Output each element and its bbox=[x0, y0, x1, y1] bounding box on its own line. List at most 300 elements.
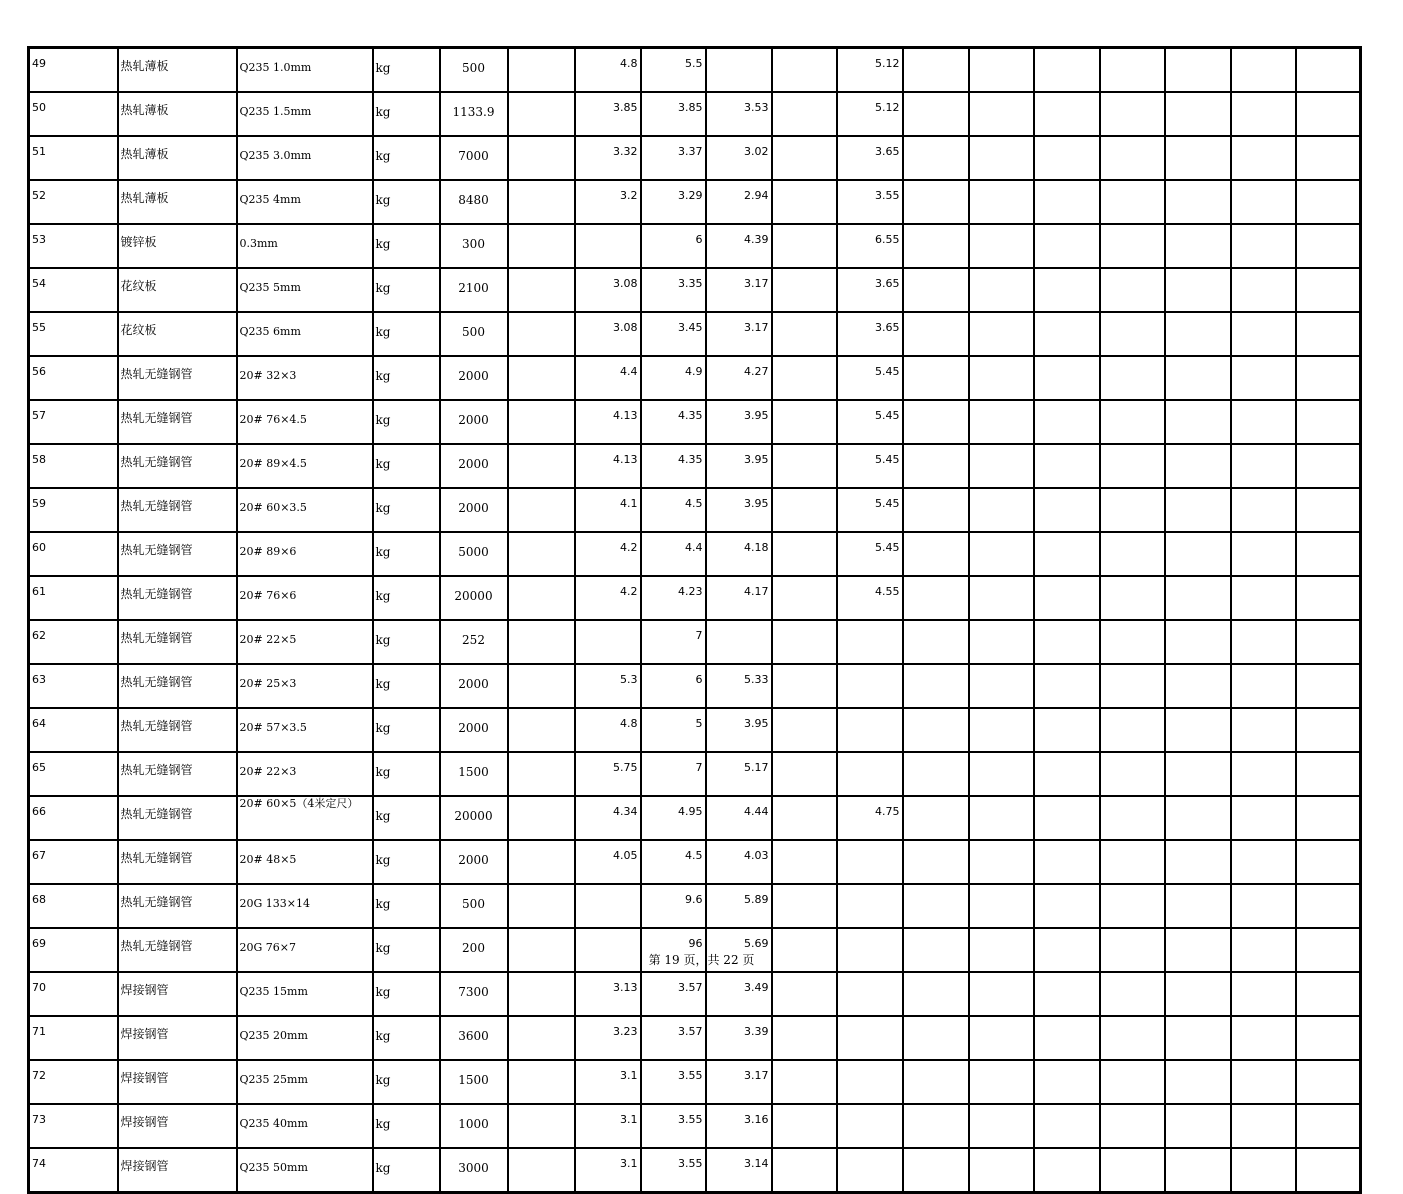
cell-spec: 20# 76×4.5 bbox=[237, 400, 373, 444]
cell-price-2: 4.8 bbox=[575, 48, 641, 93]
cell-price-6: 5.12 bbox=[837, 92, 903, 136]
cell-empty bbox=[1296, 180, 1361, 224]
cell-spec: 20# 48×5 bbox=[237, 840, 373, 884]
cell-material-name: 热轧无缝钢管 bbox=[118, 620, 237, 664]
cell-empty bbox=[969, 48, 1034, 93]
table-row bbox=[29, 488, 1361, 532]
cell-empty bbox=[1034, 664, 1100, 708]
cell-price-1 bbox=[508, 92, 575, 136]
cell-empty bbox=[969, 356, 1034, 400]
cell-price-5 bbox=[772, 312, 837, 356]
cell-item-no: 67 bbox=[29, 840, 118, 884]
table-row bbox=[29, 664, 1361, 708]
cell-empty bbox=[1165, 884, 1231, 928]
cell-price-4: 3.39 bbox=[706, 1016, 772, 1060]
cell-empty bbox=[1296, 1016, 1361, 1060]
cell-item-no: 70 bbox=[29, 972, 118, 1016]
cell-material-name: 热轧无缝钢管 bbox=[118, 664, 237, 708]
cell-empty bbox=[969, 532, 1034, 576]
cell-price-6: 3.65 bbox=[837, 312, 903, 356]
cell-quantity: 2000 bbox=[440, 664, 508, 708]
cell-spec: 20# 32×3 bbox=[237, 356, 373, 400]
cell-empty bbox=[1231, 884, 1296, 928]
cell-quantity: 2000 bbox=[440, 840, 508, 884]
cell-empty bbox=[1034, 1104, 1100, 1148]
table-row bbox=[29, 796, 1361, 840]
cell-empty bbox=[1034, 708, 1100, 752]
cell-empty bbox=[969, 752, 1034, 796]
cell-empty bbox=[1100, 620, 1165, 664]
cell-empty bbox=[903, 576, 969, 620]
cell-empty bbox=[1231, 444, 1296, 488]
cell-empty bbox=[1100, 180, 1165, 224]
cell-empty bbox=[969, 136, 1034, 180]
cell-quantity: 2000 bbox=[440, 356, 508, 400]
cell-quantity: 252 bbox=[440, 620, 508, 664]
cell-price-3: 5 bbox=[641, 708, 706, 752]
cell-price-2: 4.8 bbox=[575, 708, 641, 752]
cell-empty bbox=[969, 840, 1034, 884]
cell-price-5 bbox=[772, 576, 837, 620]
cell-empty bbox=[1165, 356, 1231, 400]
cell-spec: 20G 76×7 bbox=[237, 928, 373, 972]
cell-price-3: 3.55 bbox=[641, 1104, 706, 1148]
cell-price-3: 6 bbox=[641, 664, 706, 708]
cell-empty bbox=[1296, 752, 1361, 796]
cell-empty bbox=[1100, 708, 1165, 752]
cell-empty bbox=[1296, 444, 1361, 488]
cell-empty bbox=[1296, 400, 1361, 444]
cell-price-1 bbox=[508, 1016, 575, 1060]
table-row bbox=[29, 1104, 1361, 1148]
cell-price-1 bbox=[508, 884, 575, 928]
cell-price-4: 4.18 bbox=[706, 532, 772, 576]
cell-price-3: 9.6 bbox=[641, 884, 706, 928]
cell-quantity: 500 bbox=[440, 312, 508, 356]
cell-empty bbox=[1034, 92, 1100, 136]
cell-price-5 bbox=[772, 796, 837, 840]
cell-item-no: 66 bbox=[29, 796, 118, 840]
cell-quantity: 3600 bbox=[440, 1016, 508, 1060]
cell-empty bbox=[1165, 532, 1231, 576]
cell-empty bbox=[1231, 840, 1296, 884]
cell-item-no: 50 bbox=[29, 92, 118, 136]
cell-price-5 bbox=[772, 1016, 837, 1060]
cell-empty bbox=[1034, 1148, 1100, 1193]
cell-price-1 bbox=[508, 224, 575, 268]
cell-empty bbox=[1296, 312, 1361, 356]
cell-empty bbox=[903, 664, 969, 708]
cell-material-name: 热轧无缝钢管 bbox=[118, 928, 237, 972]
cell-price-4: 3.95 bbox=[706, 488, 772, 532]
cell-item-no: 63 bbox=[29, 664, 118, 708]
cell-spec: 20# 22×3 bbox=[237, 752, 373, 796]
cell-unit: kg bbox=[373, 752, 440, 796]
cell-quantity: 8480 bbox=[440, 180, 508, 224]
cell-empty bbox=[903, 708, 969, 752]
cell-empty bbox=[969, 444, 1034, 488]
page-footer: 第 19 页，共 22 页 bbox=[648, 953, 755, 967]
cell-price-2: 3.1 bbox=[575, 1060, 641, 1104]
cell-price-3: 4.35 bbox=[641, 400, 706, 444]
cell-material-name: 热轧无缝钢管 bbox=[118, 444, 237, 488]
cell-price-6: 3.55 bbox=[837, 180, 903, 224]
cell-unit: kg bbox=[373, 972, 440, 1016]
cell-price-4: 4.27 bbox=[706, 356, 772, 400]
cell-empty bbox=[969, 620, 1034, 664]
cell-empty bbox=[1165, 752, 1231, 796]
cell-price-2: 4.4 bbox=[575, 356, 641, 400]
cell-spec: 20# 60×5（4米定尺） bbox=[237, 796, 373, 840]
cell-price-6: 5.12 bbox=[837, 48, 903, 93]
cell-quantity: 2000 bbox=[440, 444, 508, 488]
cell-material-name: 焊接钢管 bbox=[118, 1104, 237, 1148]
cell-price-1 bbox=[508, 1060, 575, 1104]
cell-spec: Q235 15mm bbox=[237, 972, 373, 1016]
cell-empty bbox=[1100, 488, 1165, 532]
cell-price-6 bbox=[837, 664, 903, 708]
cell-item-no: 54 bbox=[29, 268, 118, 312]
cell-spec: Q235 5mm bbox=[237, 268, 373, 312]
cell-price-5 bbox=[772, 884, 837, 928]
cell-item-no: 49 bbox=[29, 48, 118, 93]
cell-quantity: 5000 bbox=[440, 532, 508, 576]
cell-empty bbox=[1034, 400, 1100, 444]
cell-price-3: 3.55 bbox=[641, 1060, 706, 1104]
cell-empty bbox=[969, 1148, 1034, 1193]
cell-item-no: 73 bbox=[29, 1104, 118, 1148]
cell-price-1 bbox=[508, 356, 575, 400]
cell-price-2: 4.13 bbox=[575, 444, 641, 488]
cell-empty bbox=[969, 708, 1034, 752]
cell-price-6: 5.45 bbox=[837, 400, 903, 444]
cell-unit: kg bbox=[373, 928, 440, 972]
cell-price-4: 4.17 bbox=[706, 576, 772, 620]
table-row bbox=[29, 532, 1361, 576]
cell-empty bbox=[1034, 312, 1100, 356]
cell-price-1 bbox=[508, 532, 575, 576]
cell-price-4: 3.17 bbox=[706, 312, 772, 356]
cell-quantity: 300 bbox=[440, 224, 508, 268]
cell-quantity: 200 bbox=[440, 928, 508, 972]
cell-empty bbox=[1100, 1060, 1165, 1104]
cell-price-5 bbox=[772, 444, 837, 488]
cell-empty bbox=[1296, 356, 1361, 400]
cell-empty bbox=[1034, 356, 1100, 400]
cell-price-4: 3.17 bbox=[706, 1060, 772, 1104]
cell-empty bbox=[969, 92, 1034, 136]
cell-empty bbox=[1034, 48, 1100, 93]
cell-price-5 bbox=[772, 664, 837, 708]
cell-spec: Q235 40mm bbox=[237, 1104, 373, 1148]
cell-empty bbox=[1296, 884, 1361, 928]
cell-empty bbox=[1296, 92, 1361, 136]
cell-price-4: 3.95 bbox=[706, 444, 772, 488]
cell-price-1 bbox=[508, 840, 575, 884]
cell-material-name: 热轧无缝钢管 bbox=[118, 488, 237, 532]
cell-spec: Q235 20mm bbox=[237, 1016, 373, 1060]
cell-price-5 bbox=[772, 48, 837, 93]
cell-price-6 bbox=[837, 1104, 903, 1148]
table-row bbox=[29, 136, 1361, 180]
cell-quantity: 3000 bbox=[440, 1148, 508, 1193]
cell-empty bbox=[1296, 1104, 1361, 1148]
cell-empty bbox=[1165, 1148, 1231, 1193]
cell-price-2: 3.08 bbox=[575, 312, 641, 356]
cell-empty bbox=[1034, 576, 1100, 620]
cell-price-1 bbox=[508, 1148, 575, 1193]
cell-material-name: 焊接钢管 bbox=[118, 1148, 237, 1193]
table-row bbox=[29, 180, 1361, 224]
cell-quantity: 2100 bbox=[440, 268, 508, 312]
cell-material-name: 热轧无缝钢管 bbox=[118, 840, 237, 884]
cell-empty bbox=[1165, 796, 1231, 840]
cell-item-no: 51 bbox=[29, 136, 118, 180]
cell-price-5 bbox=[772, 180, 837, 224]
cell-empty bbox=[1165, 400, 1231, 444]
cell-price-6 bbox=[837, 708, 903, 752]
cell-price-5 bbox=[772, 488, 837, 532]
cell-spec: Q235 1.0mm bbox=[237, 48, 373, 93]
cell-spec: Q235 4mm bbox=[237, 180, 373, 224]
cell-empty bbox=[1165, 136, 1231, 180]
cell-empty bbox=[903, 972, 969, 1016]
cell-empty bbox=[1231, 180, 1296, 224]
cell-empty bbox=[1296, 664, 1361, 708]
cell-empty bbox=[969, 180, 1034, 224]
cell-unit: kg bbox=[373, 796, 440, 840]
cell-empty bbox=[969, 972, 1034, 1016]
cell-price-2: 4.1 bbox=[575, 488, 641, 532]
cell-price-3: 4.5 bbox=[641, 488, 706, 532]
cell-price-2: 3.13 bbox=[575, 972, 641, 1016]
cell-empty bbox=[903, 136, 969, 180]
cell-empty bbox=[903, 884, 969, 928]
cell-quantity: 2000 bbox=[440, 708, 508, 752]
cell-empty bbox=[969, 796, 1034, 840]
cell-price-6: 5.45 bbox=[837, 444, 903, 488]
cell-spec: Q235 3.0mm bbox=[237, 136, 373, 180]
cell-price-5 bbox=[772, 136, 837, 180]
cell-price-6: 5.45 bbox=[837, 488, 903, 532]
cell-price-2: 4.05 bbox=[575, 840, 641, 884]
cell-price-3: 96 bbox=[641, 928, 706, 972]
cell-empty bbox=[903, 224, 969, 268]
cell-empty bbox=[969, 1016, 1034, 1060]
cell-empty bbox=[903, 444, 969, 488]
cell-empty bbox=[903, 268, 969, 312]
cell-price-5 bbox=[772, 620, 837, 664]
cell-unit: kg bbox=[373, 664, 440, 708]
cell-spec: 20# 57×3.5 bbox=[237, 708, 373, 752]
table-row bbox=[29, 620, 1361, 664]
cell-spec: 0.3mm bbox=[237, 224, 373, 268]
cell-empty bbox=[1231, 664, 1296, 708]
cell-quantity: 1000 bbox=[440, 1104, 508, 1148]
cell-material-name: 热轧薄板 bbox=[118, 180, 237, 224]
cell-spec: 20# 89×4.5 bbox=[237, 444, 373, 488]
cell-price-4: 4.39 bbox=[706, 224, 772, 268]
cell-empty bbox=[903, 488, 969, 532]
cell-empty bbox=[1231, 488, 1296, 532]
cell-price-4: 3.17 bbox=[706, 268, 772, 312]
cell-price-5 bbox=[772, 268, 837, 312]
cell-empty bbox=[1231, 224, 1296, 268]
cell-unit: kg bbox=[373, 708, 440, 752]
cell-price-3: 3.55 bbox=[641, 1148, 706, 1193]
table-row bbox=[29, 444, 1361, 488]
cell-material-name: 热轧无缝钢管 bbox=[118, 400, 237, 444]
cell-price-2: 4.13 bbox=[575, 400, 641, 444]
cell-unit: kg bbox=[373, 576, 440, 620]
cell-price-6: 6.55 bbox=[837, 224, 903, 268]
cell-empty bbox=[1100, 576, 1165, 620]
cell-empty bbox=[1034, 136, 1100, 180]
cell-price-4: 5.17 bbox=[706, 752, 772, 796]
cell-empty bbox=[903, 1060, 969, 1104]
cell-price-4: 4.03 bbox=[706, 840, 772, 884]
cell-empty bbox=[1165, 488, 1231, 532]
cell-price-1 bbox=[508, 664, 575, 708]
cell-price-2: 3.1 bbox=[575, 1148, 641, 1193]
cell-empty bbox=[1231, 576, 1296, 620]
cell-price-5 bbox=[772, 972, 837, 1016]
cell-empty bbox=[903, 752, 969, 796]
table-row bbox=[29, 752, 1361, 796]
cell-material-name: 热轧无缝钢管 bbox=[118, 532, 237, 576]
cell-material-name: 热轧薄板 bbox=[118, 92, 237, 136]
cell-empty bbox=[903, 92, 969, 136]
cell-price-2 bbox=[575, 620, 641, 664]
cell-price-5 bbox=[772, 356, 837, 400]
table-row bbox=[29, 1016, 1361, 1060]
cell-empty bbox=[903, 312, 969, 356]
cell-item-no: 65 bbox=[29, 752, 118, 796]
cell-unit: kg bbox=[373, 444, 440, 488]
cell-item-no: 59 bbox=[29, 488, 118, 532]
cell-spec: Q235 1.5mm bbox=[237, 92, 373, 136]
cell-price-1 bbox=[508, 136, 575, 180]
cell-material-name: 镀锌板 bbox=[118, 224, 237, 268]
cell-empty bbox=[1034, 180, 1100, 224]
cell-price-5 bbox=[772, 224, 837, 268]
cell-item-no: 69 bbox=[29, 928, 118, 972]
cell-empty bbox=[1100, 664, 1165, 708]
cell-unit: kg bbox=[373, 312, 440, 356]
cell-item-no: 58 bbox=[29, 444, 118, 488]
cell-price-4: 3.49 bbox=[706, 972, 772, 1016]
cell-unit: kg bbox=[373, 268, 440, 312]
cell-item-no: 61 bbox=[29, 576, 118, 620]
cell-price-6 bbox=[837, 752, 903, 796]
cell-empty bbox=[1034, 444, 1100, 488]
cell-price-4: 5.69 bbox=[706, 928, 772, 972]
cell-empty bbox=[1034, 268, 1100, 312]
cell-unit: kg bbox=[373, 1104, 440, 1148]
cell-empty bbox=[969, 400, 1034, 444]
cell-price-6 bbox=[837, 1148, 903, 1193]
cell-price-2: 4.2 bbox=[575, 576, 641, 620]
cell-empty bbox=[1100, 268, 1165, 312]
cell-empty bbox=[1034, 840, 1100, 884]
table-row bbox=[29, 92, 1361, 136]
cell-empty bbox=[1296, 1148, 1361, 1193]
cell-price-3: 7 bbox=[641, 752, 706, 796]
cell-empty bbox=[1231, 1104, 1296, 1148]
cell-price-1 bbox=[508, 488, 575, 532]
cell-material-name: 热轧无缝钢管 bbox=[118, 576, 237, 620]
cell-empty bbox=[903, 180, 969, 224]
cell-item-no: 55 bbox=[29, 312, 118, 356]
cell-material-name: 热轧无缝钢管 bbox=[118, 796, 237, 840]
cell-empty bbox=[1100, 48, 1165, 93]
cell-empty bbox=[1296, 532, 1361, 576]
cell-empty bbox=[1296, 576, 1361, 620]
cell-price-5 bbox=[772, 400, 837, 444]
cell-material-name: 花纹板 bbox=[118, 312, 237, 356]
cell-price-2 bbox=[575, 224, 641, 268]
table-row bbox=[29, 840, 1361, 884]
cell-price-4: 2.94 bbox=[706, 180, 772, 224]
cell-price-2 bbox=[575, 884, 641, 928]
cell-quantity: 7300 bbox=[440, 972, 508, 1016]
cell-item-no: 74 bbox=[29, 1148, 118, 1193]
cell-price-3: 3.57 bbox=[641, 972, 706, 1016]
cell-empty bbox=[1165, 312, 1231, 356]
cell-empty bbox=[1231, 268, 1296, 312]
cell-price-6 bbox=[837, 1060, 903, 1104]
cell-empty bbox=[1231, 752, 1296, 796]
cell-empty bbox=[903, 796, 969, 840]
cell-item-no: 60 bbox=[29, 532, 118, 576]
cell-empty bbox=[969, 1104, 1034, 1148]
cell-empty bbox=[1231, 48, 1296, 93]
cell-material-name: 热轧无缝钢管 bbox=[118, 884, 237, 928]
cell-price-1 bbox=[508, 444, 575, 488]
cell-empty bbox=[1100, 1104, 1165, 1148]
cell-unit: kg bbox=[373, 48, 440, 93]
cell-empty bbox=[1100, 224, 1165, 268]
cell-empty bbox=[1034, 620, 1100, 664]
table-row bbox=[29, 224, 1361, 268]
cell-empty bbox=[1165, 180, 1231, 224]
cell-empty bbox=[1231, 92, 1296, 136]
cell-empty bbox=[1100, 136, 1165, 180]
cell-item-no: 62 bbox=[29, 620, 118, 664]
cell-empty bbox=[1165, 1104, 1231, 1148]
cell-price-3: 3.29 bbox=[641, 180, 706, 224]
cell-empty bbox=[969, 312, 1034, 356]
cell-price-6: 5.45 bbox=[837, 356, 903, 400]
cell-unit: kg bbox=[373, 356, 440, 400]
cell-price-3: 4.9 bbox=[641, 356, 706, 400]
cell-price-1 bbox=[508, 1104, 575, 1148]
table-row bbox=[29, 972, 1361, 1016]
cell-empty bbox=[1231, 620, 1296, 664]
cell-price-4: 3.95 bbox=[706, 400, 772, 444]
cell-empty bbox=[1034, 884, 1100, 928]
cell-empty bbox=[1100, 972, 1165, 1016]
cell-unit: kg bbox=[373, 488, 440, 532]
cell-price-3: 4.35 bbox=[641, 444, 706, 488]
cell-empty bbox=[903, 840, 969, 884]
cell-spec: Q235 25mm bbox=[237, 1060, 373, 1104]
cell-unit: kg bbox=[373, 840, 440, 884]
cell-unit: kg bbox=[373, 884, 440, 928]
cell-empty bbox=[969, 1060, 1034, 1104]
cell-empty bbox=[1165, 620, 1231, 664]
cell-empty bbox=[1100, 92, 1165, 136]
